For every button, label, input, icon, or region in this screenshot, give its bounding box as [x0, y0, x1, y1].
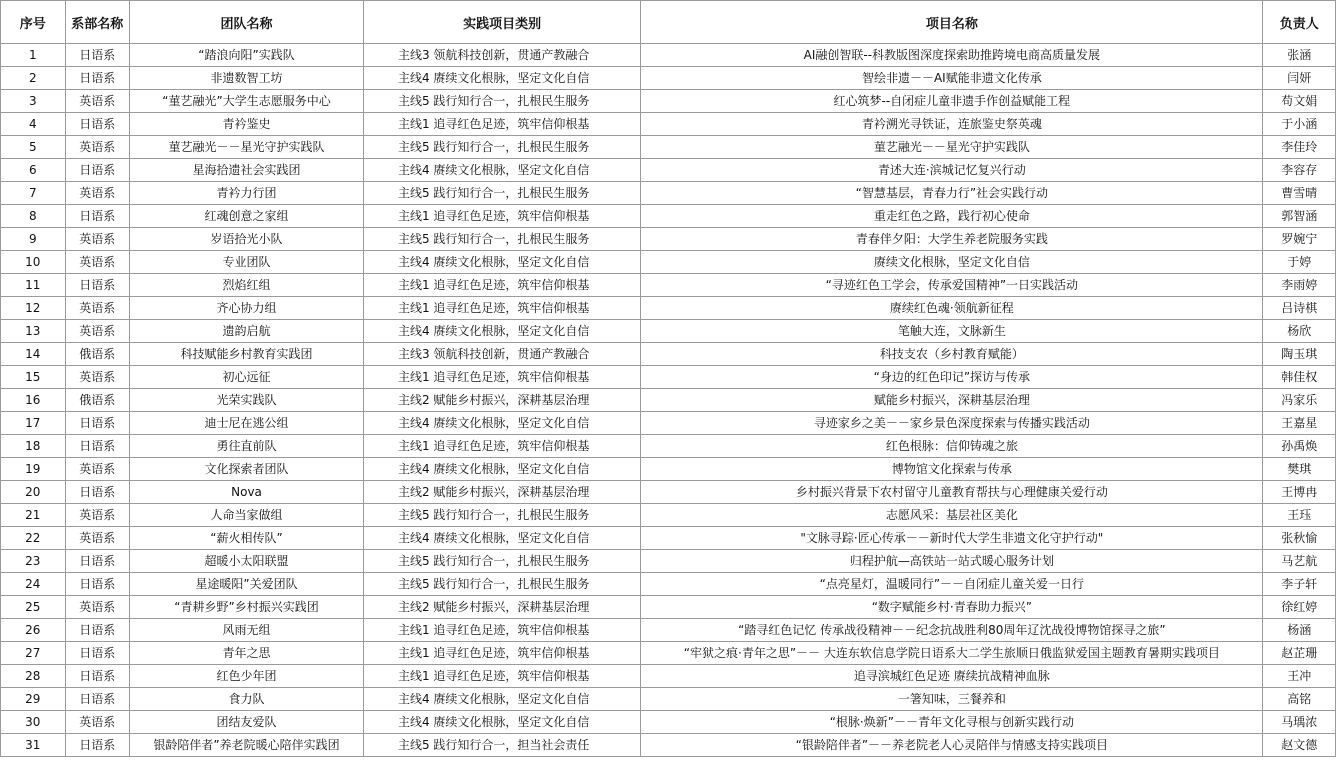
cell-serial[interactable]: 27 — [1, 642, 66, 665]
cell-serial[interactable]: 1 — [1, 44, 66, 67]
cell-serial[interactable]: 6 — [1, 159, 66, 182]
cell-category[interactable]: 主线4 赓续文化根脉，坚定文化自信 — [363, 159, 640, 182]
cell-project-name[interactable]: 一箸知味，三餐养和 — [641, 688, 1263, 711]
cell-category[interactable]: 主线4 赓续文化根脉，坚定文化自信 — [363, 711, 640, 734]
cell-team-name[interactable]: 青衿力行团 — [130, 182, 364, 205]
cell-department[interactable]: 日语系 — [65, 44, 130, 67]
table-row — [1, 435, 1336, 458]
cell-serial[interactable]: 5 — [1, 136, 66, 159]
cell-department[interactable]: 英语系 — [65, 297, 130, 320]
cell-project-name[interactable]: "文脉寻踪·匠心传承－－新时代大学生非遗文化守护行动" — [641, 527, 1263, 550]
cell-team-name[interactable]: 烈焰红组 — [130, 274, 364, 297]
table-row — [1, 389, 1336, 412]
cell-team-name[interactable]: 岁语拾光小队 — [130, 228, 364, 251]
cell-team-name[interactable]: 人命当家做组 — [130, 504, 364, 527]
cell-team-name[interactable]: 风雨无组 — [130, 619, 364, 642]
table-row — [1, 320, 1336, 343]
cell-leader[interactable]: 马艺航 — [1263, 550, 1336, 573]
cell-category[interactable]: 主线4 赓续文化根脉，坚定文化自信 — [363, 251, 640, 274]
cell-project-name[interactable]: “根脉·焕新”－－青年文化寻根与创新实践行动 — [641, 711, 1263, 734]
cell-team-name[interactable]: 科技赋能乡村教育实践团 — [130, 343, 364, 366]
cell-leader[interactable]: 郭智涵 — [1263, 205, 1336, 228]
cell-category[interactable]: 主线4 赓续文化根脉，坚定文化自信 — [363, 527, 640, 550]
cell-serial[interactable]: 14 — [1, 343, 66, 366]
cell-project-name[interactable]: 红色根脉：信仰铸魂之旅 — [641, 435, 1263, 458]
cell-serial[interactable]: 26 — [1, 619, 66, 642]
cell-department[interactable]: 日语系 — [65, 665, 130, 688]
cell-serial[interactable]: 3 — [1, 90, 66, 113]
cell-project-name[interactable]: “寻迹红色工学会，传承爱国精神”一日实践活动 — [641, 274, 1263, 297]
cell-leader[interactable]: 高铭 — [1263, 688, 1336, 711]
cell-serial[interactable]: 12 — [1, 297, 66, 320]
cell-project-name[interactable]: 科技支农（乡村教育赋能） — [641, 343, 1263, 366]
cell-team-name[interactable]: 非遗数智工坊 — [130, 67, 364, 90]
table-row — [1, 688, 1336, 711]
cell-department[interactable]: 日语系 — [65, 550, 130, 573]
cell-category[interactable]: 主线1 追寻红色足迹，筑牢信仰根基 — [363, 274, 640, 297]
cell-department[interactable]: 英语系 — [65, 711, 130, 734]
header-row — [1, 1, 1336, 44]
header-project-name[interactable]: 项目名称 — [641, 1, 1263, 44]
cell-category[interactable]: 主线1 追寻红色足迹，筑牢信仰根基 — [363, 297, 640, 320]
cell-project-name[interactable]: “银龄陪伴者”－－养老院老人心灵陪伴与情感支持实践项目 — [641, 734, 1263, 757]
cell-department[interactable]: 英语系 — [65, 527, 130, 550]
cell-serial[interactable]: 31 — [1, 734, 66, 757]
cell-category[interactable]: 主线4 赓续文化根脉，坚定文化自信 — [363, 458, 640, 481]
cell-department[interactable]: 英语系 — [65, 136, 130, 159]
cell-leader[interactable]: 李佳玲 — [1263, 136, 1336, 159]
cell-department[interactable]: 日语系 — [65, 642, 130, 665]
header-team-name[interactable]: 团队名称 — [130, 1, 364, 44]
cell-category[interactable]: 主线5 践行知行合一，扎根民生服务 — [363, 136, 640, 159]
table-row — [1, 734, 1336, 757]
cell-team-name[interactable]: 青衿鉴史 — [130, 113, 364, 136]
cell-team-name[interactable]: 初心远征 — [130, 366, 364, 389]
cell-serial[interactable]: 23 — [1, 550, 66, 573]
cell-serial[interactable]: 22 — [1, 527, 66, 550]
cell-project-name[interactable]: 赓续红色魂·领航新征程 — [641, 297, 1263, 320]
cell-serial[interactable]: 7 — [1, 182, 66, 205]
cell-team-name[interactable]: 菫艺融光－－星光守护实践队 — [130, 136, 364, 159]
cell-leader[interactable]: 张涵 — [1263, 44, 1336, 67]
cell-team-name[interactable]: 光荣实践队 — [130, 389, 364, 412]
cell-department[interactable]: 日语系 — [65, 205, 130, 228]
cell-leader[interactable]: 于婷 — [1263, 251, 1336, 274]
cell-leader[interactable]: 于小涵 — [1263, 113, 1336, 136]
cell-leader[interactable]: 苟文娟 — [1263, 90, 1336, 113]
cell-project-name[interactable]: AI融创智联--科教版图深度探索助推跨境电商高质量发展 — [641, 44, 1263, 67]
cell-leader[interactable]: 张秋愉 — [1263, 527, 1336, 550]
cell-leader[interactable]: 李子轩 — [1263, 573, 1336, 596]
cell-leader[interactable]: 杨欣 — [1263, 320, 1336, 343]
cell-leader[interactable]: 冯家乐 — [1263, 389, 1336, 412]
header-category[interactable]: 实践项目类别 — [363, 1, 640, 44]
cell-category[interactable]: 主线2 赋能乡村振兴，深耕基层治理 — [363, 389, 640, 412]
cell-serial[interactable]: 29 — [1, 688, 66, 711]
cell-team-name[interactable]: 银龄陪伴者”养老院暖心陪伴实践团 — [130, 734, 364, 757]
cell-team-name[interactable]: “菫艺融光”大学生志愿服务中心 — [130, 90, 364, 113]
cell-project-name[interactable]: 智绘非遗－－AI赋能非遗文化传承 — [641, 67, 1263, 90]
cell-leader[interactable]: 王博冉 — [1263, 481, 1336, 504]
cell-leader[interactable]: 徐红婷 — [1263, 596, 1336, 619]
table-row — [1, 159, 1336, 182]
cell-project-name[interactable]: 追寻滨城红色足迹 赓续抗战精神血脉 — [641, 665, 1263, 688]
cell-project-name[interactable]: 青衿溯光寻铁证，连旅鉴史祭英魂 — [641, 113, 1263, 136]
cell-serial[interactable]: 30 — [1, 711, 66, 734]
cell-team-name[interactable]: 迪士尼在逃公组 — [130, 412, 364, 435]
cell-serial[interactable]: 25 — [1, 596, 66, 619]
cell-category[interactable]: 主线3 领航科技创新，贯通产教融合 — [363, 343, 640, 366]
cell-department[interactable]: 英语系 — [65, 596, 130, 619]
table-row — [1, 205, 1336, 228]
cell-department[interactable]: 日语系 — [65, 274, 130, 297]
cell-department[interactable]: 日语系 — [65, 688, 130, 711]
cell-leader[interactable]: 赵文德 — [1263, 734, 1336, 757]
cell-category[interactable]: 主线1 追寻红色足迹，筑牢信仰根基 — [363, 113, 640, 136]
header-leader[interactable]: 负责人 — [1263, 1, 1336, 44]
table-row — [1, 665, 1336, 688]
cell-project-name[interactable]: 寻迹家乡之美－－家乡景色深度探索与传播实践活动 — [641, 412, 1263, 435]
cell-team-name[interactable]: 遗韵启航 — [130, 320, 364, 343]
cell-project-name[interactable]: 志愿风采：基层社区美化 — [641, 504, 1263, 527]
table-row — [1, 251, 1336, 274]
cell-category[interactable]: 主线4 赓续文化根脉，坚定文化自信 — [363, 320, 640, 343]
cell-team-name[interactable]: 红色少年团 — [130, 665, 364, 688]
cell-category[interactable]: 主线4 赓续文化根脉，坚定文化自信 — [363, 688, 640, 711]
cell-department[interactable]: 日语系 — [65, 67, 130, 90]
cell-leader[interactable]: 杨涵 — [1263, 619, 1336, 642]
cell-category[interactable]: 主线1 追寻红色足迹，筑牢信仰根基 — [363, 435, 640, 458]
cell-team-name[interactable]: 星海拾遗社会实践团 — [130, 159, 364, 182]
cell-department[interactable]: 英语系 — [65, 504, 130, 527]
table-row — [1, 366, 1336, 389]
cell-leader[interactable]: 陶玉琪 — [1263, 343, 1336, 366]
cell-team-name[interactable]: 团结友爱队 — [130, 711, 364, 734]
table-row — [1, 136, 1336, 159]
table-row — [1, 642, 1336, 665]
cell-category[interactable]: 主线2 赋能乡村振兴，深耕基层治理 — [363, 596, 640, 619]
cell-department[interactable]: 日语系 — [65, 619, 130, 642]
cell-category[interactable]: 主线1 追寻红色足迹，筑牢信仰根基 — [363, 619, 640, 642]
cell-leader[interactable]: 王嘉星 — [1263, 412, 1336, 435]
table-row — [1, 274, 1336, 297]
table-row — [1, 619, 1336, 642]
cell-project-name[interactable]: “点亮星灯，温暖同行”－－自闭症儿童关爱一日行 — [641, 573, 1263, 596]
cell-category[interactable]: 主线5 践行知行合一，扎根民生服务 — [363, 550, 640, 573]
cell-category[interactable]: 主线5 践行知行合一，担当社会责任 — [363, 734, 640, 757]
cell-project-name[interactable]: “牢狱之痕·青年之思”－－ 大连东软信息学院日语系大二学生旅顺日俄监狱爱国主题教育暑期实践项目 — [641, 642, 1263, 665]
table-row — [1, 527, 1336, 550]
cell-department[interactable]: 俄语系 — [65, 389, 130, 412]
cell-team-name[interactable]: “青耕乡野”乡村振兴实践团 — [130, 596, 364, 619]
cell-serial[interactable]: 9 — [1, 228, 66, 251]
cell-project-name[interactable]: 重走红色之路，践行初心使命 — [641, 205, 1263, 228]
cell-leader[interactable]: 樊琪 — [1263, 458, 1336, 481]
cell-serial[interactable]: 24 — [1, 573, 66, 596]
cell-department[interactable]: 英语系 — [65, 228, 130, 251]
table-row — [1, 711, 1336, 734]
cell-leader[interactable]: 王珏 — [1263, 504, 1336, 527]
cell-project-name[interactable]: “身边的红色印记”探访与传承 — [641, 366, 1263, 389]
header-department[interactable]: 系部名称 — [65, 1, 130, 44]
cell-project-name[interactable]: 菫艺融光－－星光守护实践队 — [641, 136, 1263, 159]
cell-team-name[interactable]: 勇往直前队 — [130, 435, 364, 458]
cell-leader[interactable]: 罗婉宁 — [1263, 228, 1336, 251]
cell-leader[interactable]: 孙禹焕 — [1263, 435, 1336, 458]
cell-leader[interactable]: 韩佳权 — [1263, 366, 1336, 389]
cell-department[interactable]: 日语系 — [65, 481, 130, 504]
cell-serial[interactable]: 8 — [1, 205, 66, 228]
cell-department[interactable]: 英语系 — [65, 90, 130, 113]
cell-project-name[interactable]: 赓续文化根脉，坚定文化自信 — [641, 251, 1263, 274]
cell-department[interactable]: 英语系 — [65, 366, 130, 389]
cell-department[interactable]: 日语系 — [65, 159, 130, 182]
cell-department[interactable]: 英语系 — [65, 458, 130, 481]
cell-project-name[interactable]: 青春伴夕阳：大学生养老院服务实践 — [641, 228, 1263, 251]
cell-category[interactable]: 主线1 追寻红色足迹，筑牢信仰根基 — [363, 642, 640, 665]
cell-serial[interactable]: 4 — [1, 113, 66, 136]
table-row — [1, 412, 1336, 435]
table-row — [1, 113, 1336, 136]
cell-leader[interactable]: 马瑀浓 — [1263, 711, 1336, 734]
cell-project-name[interactable]: 归程护航—高铁站一站式暖心服务计划 — [641, 550, 1263, 573]
cell-serial[interactable]: 13 — [1, 320, 66, 343]
table-row — [1, 182, 1336, 205]
table-row — [1, 228, 1336, 251]
cell-department[interactable]: 日语系 — [65, 412, 130, 435]
cell-serial[interactable]: 20 — [1, 481, 66, 504]
cell-serial[interactable]: 19 — [1, 458, 66, 481]
cell-project-name[interactable]: 青述大连·滨城记忆复兴行动 — [641, 159, 1263, 182]
cell-serial[interactable]: 15 — [1, 366, 66, 389]
table-row — [1, 297, 1336, 320]
cell-leader[interactable]: 王冲 — [1263, 665, 1336, 688]
cell-category[interactable]: 主线5 践行知行合一，扎根民生服务 — [363, 182, 640, 205]
cell-department[interactable]: 日语系 — [65, 734, 130, 757]
cell-project-name[interactable]: 红心筑梦--自闭症儿童非遗手作创益赋能工程 — [641, 90, 1263, 113]
cell-department[interactable]: 英语系 — [65, 182, 130, 205]
cell-category[interactable]: 主线5 践行知行合一，扎根民生服务 — [363, 228, 640, 251]
cell-category[interactable]: 主线4 赓续文化根脉，坚定文化自信 — [363, 67, 640, 90]
cell-team-name[interactable]: 红魂创意之家组 — [130, 205, 364, 228]
cell-leader[interactable]: 李容存 — [1263, 159, 1336, 182]
cell-team-name[interactable]: “踏浪向阳”实践队 — [130, 44, 364, 67]
table-row — [1, 90, 1336, 113]
cell-department[interactable]: 俄语系 — [65, 343, 130, 366]
cell-project-name[interactable]: 博物馆文化探索与传承 — [641, 458, 1263, 481]
cell-leader[interactable]: 赵芷珊 — [1263, 642, 1336, 665]
cell-project-name[interactable]: “智慧基层，青春力行”社会实践行动 — [641, 182, 1263, 205]
cell-team-name[interactable]: Nova — [130, 481, 364, 504]
cell-department[interactable]: 日语系 — [65, 113, 130, 136]
cell-department[interactable]: 英语系 — [65, 251, 130, 274]
cell-category[interactable]: 主线5 践行知行合一，扎根民生服务 — [363, 573, 640, 596]
table-row — [1, 573, 1336, 596]
cell-department[interactable]: 日语系 — [65, 573, 130, 596]
cell-team-name[interactable]: 专业团队 — [130, 251, 364, 274]
cell-category[interactable]: 主线1 追寻红色足迹，筑牢信仰根基 — [363, 366, 640, 389]
cell-serial[interactable]: 16 — [1, 389, 66, 412]
cell-department[interactable]: 日语系 — [65, 435, 130, 458]
cell-team-name[interactable]: “薪火相传队” — [130, 527, 364, 550]
cell-serial[interactable]: 17 — [1, 412, 66, 435]
cell-category[interactable]: 主线1 追寻红色足迹，筑牢信仰根基 — [363, 205, 640, 228]
cell-project-name[interactable]: “踏寻红色记忆 传承战役精神－－纪念抗战胜利80周年辽沈战役博物馆探寻之旅” — [641, 619, 1263, 642]
table-row — [1, 343, 1336, 366]
cell-serial[interactable]: 21 — [1, 504, 66, 527]
table-row — [1, 481, 1336, 504]
cell-department[interactable]: 英语系 — [65, 320, 130, 343]
table-body — [1, 44, 1336, 757]
cell-category[interactable]: 主线1 追寻红色足迹，筑牢信仰根基 — [363, 665, 640, 688]
cell-team-name[interactable]: 文化探索者团队 — [130, 458, 364, 481]
cell-category[interactable]: 主线5 践行知行合一，扎根民生服务 — [363, 90, 640, 113]
cell-team-name[interactable]: 青年之思 — [130, 642, 364, 665]
table-row — [1, 550, 1336, 573]
cell-leader[interactable]: 李雨婷 — [1263, 274, 1336, 297]
cell-serial[interactable]: 18 — [1, 435, 66, 458]
cell-serial[interactable]: 11 — [1, 274, 66, 297]
cell-project-name[interactable]: “数字赋能乡村·青春助力振兴” — [641, 596, 1263, 619]
cell-project-name[interactable]: 笔触大连，文脉新生 — [641, 320, 1263, 343]
table-row — [1, 458, 1336, 481]
cell-category[interactable]: 主线4 赓续文化根脉，坚定文化自信 — [363, 412, 640, 435]
table-row — [1, 596, 1336, 619]
cell-leader[interactable]: 闫妍 — [1263, 67, 1336, 90]
cell-serial[interactable]: 2 — [1, 67, 66, 90]
table-row — [1, 44, 1336, 67]
cell-category[interactable]: 主线5 践行知行合一，扎根民生服务 — [363, 504, 640, 527]
cell-project-name[interactable]: 赋能乡村振兴，深耕基层治理 — [641, 389, 1263, 412]
cell-serial[interactable]: 10 — [1, 251, 66, 274]
cell-project-name[interactable]: 乡村振兴背景下农村留守儿童教育帮扶与心理健康关爱行动 — [641, 481, 1263, 504]
cell-leader[interactable]: 曹雪晴 — [1263, 182, 1336, 205]
cell-team-name[interactable]: 食力队 — [130, 688, 364, 711]
cell-team-name[interactable]: 超暖小太阳联盟 — [130, 550, 364, 573]
cell-serial[interactable]: 28 — [1, 665, 66, 688]
table-row — [1, 504, 1336, 527]
header-serial[interactable]: 序号 — [1, 1, 66, 44]
table-row — [1, 67, 1336, 90]
cell-leader[interactable]: 吕诗棋 — [1263, 297, 1336, 320]
cell-team-name[interactable]: 齐心协力组 — [130, 297, 364, 320]
cell-category[interactable]: 主线2 赋能乡村振兴，深耕基层治理 — [363, 481, 640, 504]
cell-team-name[interactable]: 星途暖阳”关爱团队 — [130, 573, 364, 596]
cell-category[interactable]: 主线3 领航科技创新，贯通产教融合 — [363, 44, 640, 67]
